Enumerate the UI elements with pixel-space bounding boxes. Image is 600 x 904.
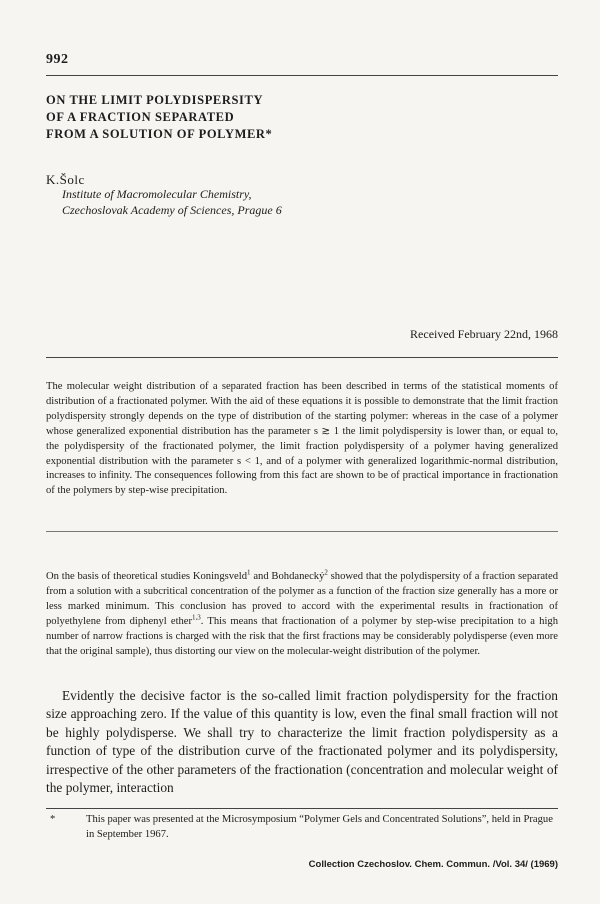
affiliation-line: Institute of Macromolecular Chemistry,	[62, 187, 252, 201]
footnote-rule	[46, 808, 558, 809]
abstract: The molecular weight distribution of a separated fraction has been described in terms of the statistical moments of distribution of a fractionated polymer. With the aid of these equations it is possible to demonstrate that the limit fraction polydispersity strongly depends on the type of distribution of the starting polymer: whereas in the case of a polymer whose generalized exponential distribution has the parameter s ≳ 1 the limit polydispersity is lower than, or equal to, the polydispersity of the fractionated polymer, the limit fraction polydispersity of a polymer having generalized exponential distribution with the parameter s < 1, and of a polymer with generalized logarithmic-normal distribution, increases to infinity. The consequences following from this fact are shown to be of practical importance in fractionation of the polymers by step-wise precipitation.	[46, 381, 558, 497]
author-affiliation	[62, 186, 282, 218]
received-date: Received February 22nd, 1968	[410, 327, 558, 341]
author-name: K.Šolc	[46, 172, 85, 187]
title-line: ON THE LIMIT POLYDISPERSITY	[46, 93, 264, 107]
journal-footer: Collection Czechoslov. Chem. Commun. /Vol. 34/ (1969)	[308, 859, 558, 870]
reference-marker: 2	[324, 568, 328, 577]
abstract-top-rule	[46, 357, 558, 358]
body-text: On the basis of theoretical studies Koningsveld	[46, 571, 248, 582]
title-line: OF A FRACTION SEPARATED	[46, 110, 235, 124]
footnote	[46, 812, 558, 842]
body-text: and Bohdanecký	[250, 571, 325, 582]
affiliation-line: Czechoslovak Academy of Sciences, Prague 6	[62, 203, 282, 217]
body-paragraph-2: Evidently the decisive factor is the so-called limit fraction polydispersity for the fraction size approaching zero. If the value of this quantity is low, even the final small fraction will not be highly polydisperse. We shall try to characterize the limit fraction polydispersity as a function of type of the distribution curve of the fractionated polymer and its polydispersity, irrespective of the other parameters of the fractionation (concentration and molecular weight of the polymer, interaction	[46, 688, 558, 796]
page-number: 992	[46, 52, 69, 67]
footnote-mark: *	[50, 814, 56, 825]
paper-title	[46, 92, 506, 143]
body-paragraph-1	[46, 570, 558, 659]
body-text: showed that the polydispersity of a fraction separated from a solution with a subcritical concentration of the polymer as a function of the fraction size generally has a more or less marked minimum. This conclusion has proved to accord with the experimental results in fractionation of polyethylene from diphenyl ether	[46, 571, 558, 627]
footnote-text: This paper was presented at the Microsymposium “Polymer Gels and Concentrated Solutions”, held in Prague in September 1967.	[86, 814, 553, 840]
header-rule	[46, 75, 558, 76]
reference-marker: 1,3	[192, 613, 201, 622]
abstract-bottom-rule	[46, 531, 558, 532]
title-line: FROM A SOLUTION OF POLYMER*	[46, 127, 273, 141]
reference-marker: 1	[247, 568, 251, 577]
body-text: . This means that fractionation of a polymer by step-wise precipitation to a high number of narrow fractions is charged with the risk that the first fractions may be considerably polydisperse (even more that the original sample), thus distorting our view on the molecular-weight distribution of the polymer.	[46, 615, 558, 657]
